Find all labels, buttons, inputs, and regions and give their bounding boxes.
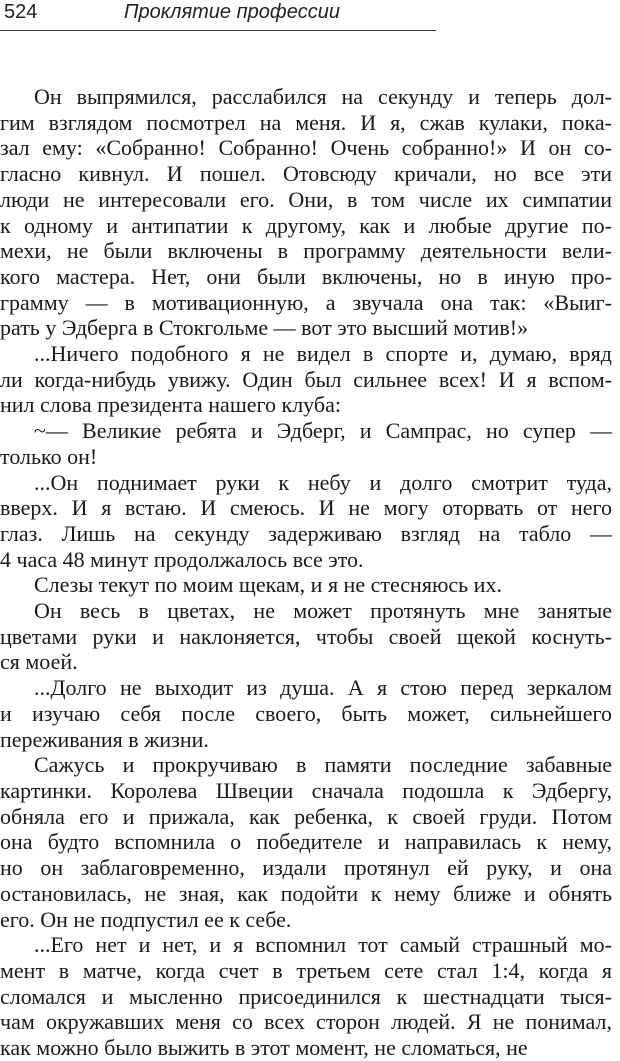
text-line: ли когда-нибудь увижу. Один был сильнее всех! И я вспом- bbox=[0, 366, 612, 392]
text-line: глаз. Лишь на секунду задерживаю взгляд на табло — bbox=[0, 520, 612, 546]
text-line: ся моей. bbox=[0, 649, 78, 675]
text-line: мехи, не были включены в программу деятельности вели- bbox=[0, 238, 612, 264]
text-line: картинки. Королева Швеции сначала подошла к Эдбергу, bbox=[0, 777, 612, 803]
paragraph bbox=[0, 752, 612, 932]
paragraph bbox=[0, 341, 612, 418]
text-line: Слезы текут по моим щекам, и я не стесняюсь их. bbox=[34, 572, 502, 598]
paragraph bbox=[0, 418, 612, 469]
text-line: нил слова президента нашего клуба: bbox=[0, 392, 341, 418]
text-line: сломался и мысленно присоединился к шестнадцати тыся- bbox=[0, 983, 612, 1009]
text-line: ~— Великие ребята и Эдберг, и Сампрас, но супер — bbox=[34, 418, 612, 444]
text-line: Сажусь и прокручиваю в памяти последние забавные bbox=[34, 752, 612, 778]
text-line: рать у Эдберга в Стокгольме — вот это высший мотив!» bbox=[0, 315, 529, 341]
text-line: зал ему: «Собранно! Собранно! Очень собранно!» И он со- bbox=[0, 135, 612, 161]
body-text bbox=[0, 84, 612, 1061]
running-header bbox=[0, 0, 436, 31]
text-line: она будто вспомнила о победителе и направилась к нему, bbox=[0, 829, 612, 855]
running-title: Проклятие профессии bbox=[124, 1, 340, 23]
text-line: ...Долго не выходит из душа. А я стою перед зеркалом bbox=[34, 675, 612, 701]
text-line: 4 часа 48 минут продолжалось все это. bbox=[0, 546, 364, 572]
paragraph bbox=[0, 84, 612, 341]
text-line: Он выпрямился, расслабился на секунду и теперь дол- bbox=[34, 84, 612, 109]
paragraph bbox=[0, 932, 612, 1061]
paragraph bbox=[0, 598, 612, 675]
text-line: люди не интересовали его. Они, в том числе их симпатии bbox=[0, 186, 612, 212]
paragraph bbox=[0, 675, 612, 752]
text-line: остановилась, не зная, как подойти к нему ближе и обнять bbox=[0, 880, 612, 906]
text-line: и изучаю себя после своего, быть может, сильнейшего bbox=[0, 700, 612, 726]
text-line: к одному и антипатии к другому, как и любые другие по- bbox=[0, 212, 612, 238]
paragraph bbox=[0, 470, 612, 573]
text-line: обняла его и прижала, как ребенка, к своей груди. Потом bbox=[0, 803, 612, 829]
text-line: как можно было выжить в этот момент, не сломаться, не bbox=[0, 1035, 528, 1061]
text-line: гим взглядом посмотрел на меня. И я, сжав кулаки, пока- bbox=[0, 109, 612, 135]
text-line: переживания в жизни. bbox=[0, 726, 209, 752]
paragraph bbox=[0, 572, 612, 598]
text-line: вверх. И я встаю. И смеюсь. И не могу оторвать от него bbox=[0, 495, 612, 521]
text-line: ...Его нет и нет, и я вспомнил тот самый страшный мо- bbox=[34, 932, 612, 958]
page-number: 524 bbox=[4, 1, 38, 23]
text-line: мент в матче, когда счет в третьем сете стал 1:4, когда я bbox=[0, 957, 612, 983]
text-line: кого мастера. Нет, они были включены, но в иную про- bbox=[0, 263, 612, 289]
text-line: его. Он не подпустил ее к себе. bbox=[0, 906, 292, 932]
text-line: только он! bbox=[0, 443, 98, 469]
text-line: гласно кивнул. И пошел. Отовсюду кричали, но все эти bbox=[0, 161, 612, 187]
text-line: цветами руки и наклоняется, чтобы своей щекой коснуть- bbox=[0, 623, 612, 649]
text-line: чам окружавших меня со всех сторон людей. Я не понимал, bbox=[0, 1009, 612, 1035]
text-line: но он заблаговременно, издали протянул ей руку, и она bbox=[0, 855, 612, 881]
text-line: ...Он поднимает руки к небу и долго смотрит туда, bbox=[34, 469, 612, 495]
text-line: ...Ничего подобного я не видел в спорте и, думаю, вряд bbox=[34, 341, 612, 367]
text-line: грамму — в мотивационную, а звучала она так: «Выиг- bbox=[0, 289, 612, 315]
text-line: Он весь в цветах, не может протянуть мне занятые bbox=[34, 598, 612, 624]
